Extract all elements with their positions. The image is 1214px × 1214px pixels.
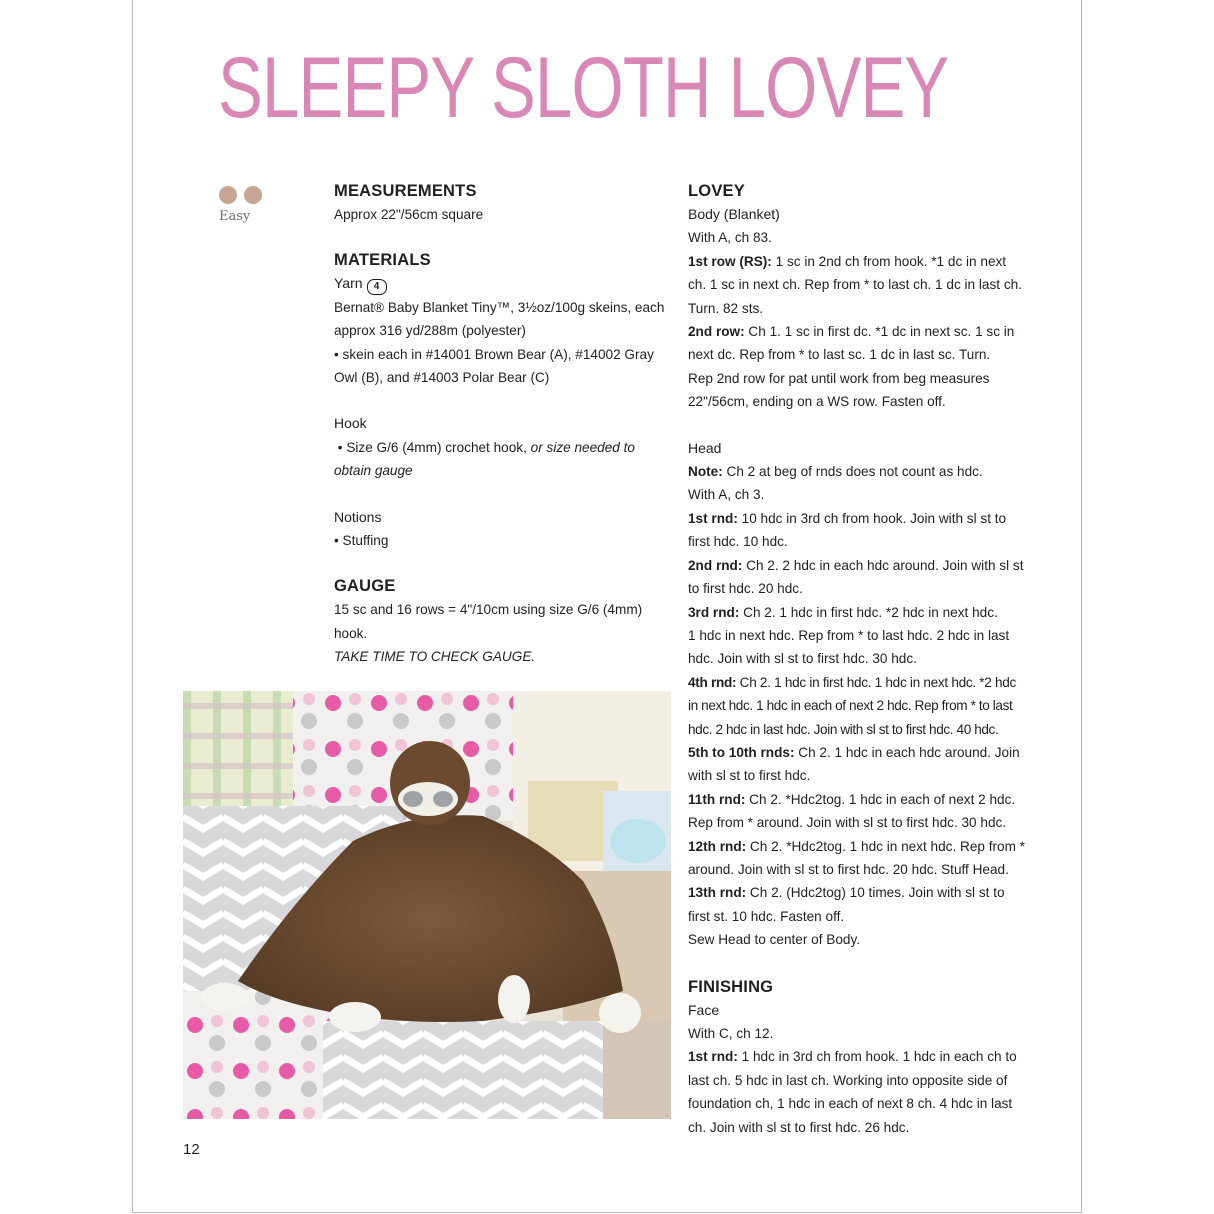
gauge-text: 15 sc and 16 rows = 4"/10cm using size G/6 (4mm) hook. xyxy=(334,602,643,641)
instruction-line: hdc. Join with sl st to first hdc. 30 hdc. xyxy=(688,651,917,667)
instruction-line: With C, ch 12. xyxy=(688,1026,774,1041)
instruction-line: 1st rnd: 1 hdc in 3rd ch from hook. 1 hdc in each ch to xyxy=(688,1049,1017,1065)
hook-size: • Size G/6 (4mm) crochet hook, xyxy=(334,439,531,455)
instruction-line: with sl st to first hdc. xyxy=(688,768,811,784)
notions-item: • Stuffing xyxy=(334,533,389,549)
lovey-heading: LOVEY xyxy=(688,182,745,200)
instruction-line: 3rd rnd: Ch 2. 1 hdc in first hdc. *2 hdc in next hdc. xyxy=(688,604,998,620)
yarn-label: Yarn xyxy=(334,275,363,292)
finishing-heading: FINISHING xyxy=(688,977,774,996)
instruction-line: to first hdc. 20 hdc. xyxy=(688,581,803,597)
instruction-line: 2nd rnd: Ch 2. 2 hdc in each hdc around. Join with sl st xyxy=(688,557,1024,573)
instruction-line: 1 hdc in next hdc. Rep from * to last hdc. 2 hdc in last xyxy=(688,627,1010,643)
instruction-line: hdc. 2 hdc in last hdc. Join with sl st to first hdc. 40 hdc. xyxy=(688,721,999,737)
instruction-line: first hdc. 10 hdc. xyxy=(688,534,788,550)
gauge-heading: GAUGE xyxy=(334,577,396,596)
hook-label: Hook xyxy=(334,415,367,432)
instruction-line: last ch. 5 hdc in last ch. Working into opposite side of xyxy=(688,1072,1008,1088)
instruction-line: 5th to 10th rnds: Ch 2. 1 hdc in each hdc around. Join xyxy=(688,744,1020,760)
instruction-line: 4th rnd: Ch 2. 1 hdc in first hdc. 1 hdc in next hdc. *2 hdc xyxy=(688,674,1017,690)
instruction-line: 12th rnd: Ch 2. *Hdc2tog. 1 hdc in next hdc. Rep from * xyxy=(688,838,1025,854)
hook-note: or size needed to xyxy=(530,439,635,455)
instruction-line: Sew Head to center of Body. xyxy=(688,932,861,948)
left-column xyxy=(334,179,679,669)
instruction-line: first st. 10 hdc. Fasten off. xyxy=(688,908,845,924)
instruction-line: foundation ch, 1 hdc in each of next 8 ch. 4 hdc in last xyxy=(688,1096,1013,1112)
instruction-line: ch. Join with sl st to first hdc. 26 hdc. xyxy=(688,1119,910,1135)
instruction-line: With A, ch 3. xyxy=(688,487,765,503)
yarn-row xyxy=(334,272,679,295)
page-title: SLEEPY SLOTH LOVEY xyxy=(218,40,949,136)
measurements-text: Approx 22"/56cm square xyxy=(334,207,484,222)
instruction-line: Note: Ch 2 at beg of rnds does not count as hdc. xyxy=(688,464,983,480)
sloth-lovey-photo xyxy=(183,691,671,1119)
hook-note-cont: obtain gauge xyxy=(334,463,413,479)
instruction-line: With A, ch 83. xyxy=(688,230,772,246)
instruction-line: 2nd row: Ch 1. 1 sc in first dc. *1 dc in next sc. 1 sc in xyxy=(688,324,1015,340)
body-label: Body (Blanket) xyxy=(688,206,780,222)
measurements-heading: MEASUREMENTS xyxy=(334,182,477,200)
skill-level-dots xyxy=(219,186,262,204)
yarn-weight-icon: 4 xyxy=(367,279,387,295)
skill-dot xyxy=(219,186,237,204)
photo-illustration xyxy=(183,691,671,1119)
notions-label: Notions xyxy=(334,508,382,525)
yarn-line: Owl (B), and #14003 Polar Bear (C) xyxy=(334,370,550,386)
instruction-line: next dc. Rep from * to last sc. 1 dc in last sc. Turn. xyxy=(688,347,991,363)
yarn-line: approx 316 yd/288m (polyester) xyxy=(334,323,526,339)
skill-dot xyxy=(244,186,262,204)
instruction-line: 1st rnd: 10 hdc in 3rd ch from hook. Join with sl st to xyxy=(688,510,1007,526)
materials-heading: MATERIALS xyxy=(334,251,431,270)
skill-level-label: Easy xyxy=(219,209,251,224)
instruction-line: ch. 1 sc in next ch. Rep from * to last ch. 1 dc in last ch. xyxy=(688,277,1022,293)
instruction-line: 13th rnd: Ch 2. (Hdc2tog) 10 times. Join with sl st to xyxy=(688,885,1005,901)
hook-line xyxy=(334,436,679,459)
instruction-line: 1st row (RS): 1 sc in 2nd ch from hook. *1 dc in next xyxy=(688,253,1007,269)
instruction-line: 22"/56cm, ending on a WS row. Fasten off. xyxy=(688,394,946,410)
right-column xyxy=(688,179,1033,1139)
head-label: Head xyxy=(688,439,722,456)
instruction-line: Rep from * around. Join with sl st to first hdc. 30 hdc. xyxy=(688,815,1007,831)
yarn-line: • skein each in #14001 Brown Bear (A), #14002 Gray xyxy=(334,346,654,362)
yarn-line: Bernat® Baby Blanket Tiny™, 3½oz/100g skeins, each xyxy=(334,299,665,315)
instruction-line: around. Join with sl st to first hdc. 20 hdc. Stuff Head. xyxy=(688,861,1009,877)
page-number: 12 xyxy=(183,1141,200,1158)
instruction-line: Rep 2nd row for pat until work from beg measures xyxy=(688,370,990,386)
instruction-line: 11th rnd: Ch 2. *Hdc2tog. 1 hdc in each of next 2 hdc. xyxy=(688,791,1016,807)
instruction-line: in next hdc. 1 hdc in each of next 2 hdc. Rep from * to last xyxy=(688,698,1013,714)
face-label: Face xyxy=(688,1001,720,1018)
instruction-line: Turn. 82 sts. xyxy=(688,300,764,316)
gauge-check: TAKE TIME TO CHECK GAUGE. xyxy=(334,649,536,665)
